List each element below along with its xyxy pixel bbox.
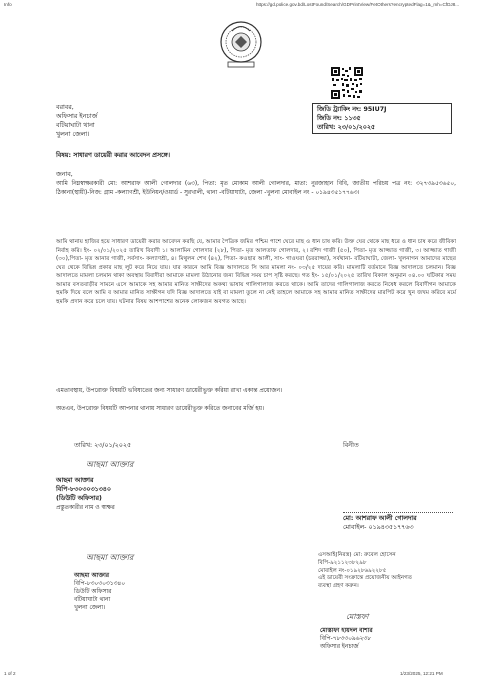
applicant-intro: আমি নিম্নস্বাক্ষরকারী মো: আশরাফ আলী গোলদার (৬৩), পিতা: মৃত মোকাম আলী গোলদার, মাতা: নুরজাহান বিবি, জাতীয় পরিচয় পত্র নং: ৩২৭৩৯৫৩৬৫০, ঠিকানা(স্থায়ী)-নিজ: গ্রাম -কল্যাণশ্রী, ইউনিয়ন/ওয়ার্ড - সুরখালী, থানা -বটিয়াঘাটা, জেলা -খুলনা মোবাইল নং - ০১৯৪৩৫১৭৭৬৩। [56,181,456,196]
gd-tracking-number: জিডি ট্র্যাকিং নং: 95IU7J [317,106,387,113]
recipient-block [56,103,216,139]
duty-officer-signature: আছমা আক্তার [86,553,134,562]
print-footer-page: 1 of 2 [4,671,16,676]
preparer-role: (ডিউটি অফিসার) [56,495,102,502]
si-line: এই ডায়েরী সংক্রান্তে প্রয়োজনীয় আইনগত [318,575,412,582]
salutation: জনাব, [56,171,73,178]
duty-officer-line: ডিউটি অফিসার [74,589,112,595]
applicant-mobile: মোবাইল- ০১৯৪৩৫১৭৭৬৩ [343,524,414,531]
print-header-date: Info [4,2,12,7]
oc-name: মোস্তাফা হায়দল বাশার [320,628,373,634]
duty-officer-line: খুলনা জেলা। [74,605,106,611]
applicant-name: মো: আশরাফ আলী গোলদার [343,515,417,522]
preparer-name: আছমা আক্তার [56,477,94,484]
preparer-block [56,476,196,503]
si-line: বিপি-৯২১১২৩৮২৯৮ [318,559,367,566]
duty-officer-name: আছমা আক্তার [74,573,110,579]
gd-number: জিডি নং: ১১৩৫ [317,115,361,122]
applicant-block [343,514,473,532]
complaint-body: আমি থানায় হাজির হয়ে সাধারণ ডায়েরী করার আবেদন করছি যে, আমার পৈত্রিক জমির পশ্চিম পাশে ঘেরে মাছ ও ধান চাষ করি। উক্ত ঘের থেকে মাছ ধরে ও ধান চাষ করে জীবিকা নির্বাহ করি। ইং- ০২/০১/২০২৫ তারিখ বিবাদী ১। আলামিন গোলদার (২৮), পিতা- মৃত আলতাফ গোলদার, ২। রশিদ গাজী (৫০), পিতা- মৃত আজ্জাত গাজী, ৩। আজ্জাত গাজী (৩০),পিতা- মৃত আনার গাজী, সর্বসাং- কল্যাণশ্রী, ৪। মিথুলন শেখ (৪২), পিতা- কওছার আলী, সাং- গাওঘরা (চররাজ্জা), সর্বথানা- বটিয়াঘাটা, জেলা- খুলনাগন আমাদের মাছের ঘের থেকে বিভিন্ন প্রকার মাছ লুট করে নিয়ে যায়। যার কারনে আমি বিজ্ঞ আদালতে সি আর মামলা নং- ০৩/২৫ দায়ের করি। মামলাটি বর্তমানে বিজ্ঞ আদালতে চলমান। বিজ্ঞ আদালতে মামলা চলমান থাকা অবস্থায় বিবাদীরা আমাকে মামলা উঠানোর জন্য বিভিন্ন সময় চাপ সৃষ্টি করছে। গত ইং- ১৫/০১/২০২৫ তারিখ বিকাল অনুমান ০৪.০০ ঘটিকার সময় আমার বসতবাড়ীর সামনে এসে আমাকে সহ আমার মানিত সাক্ষীদের অকথ্য ভাষায় গালিগালাজ করতে থাকে। আমি তাদের গালিগালাজ করতে নিষেধ করলে বিবাদীগন আমাকে হুমকি দিয়ে বলে আমি ব আমার মানিত সাক্ষীগন যদি বিজ্ঞ আদালতে যাই বা মামলা তুলে না নেই তাহলে আমাকে সহ আমার মানিত সাক্ষীদের মারপিট করে খুন জখম করিবে মর্মে হুমকি প্রদান করে চলে যায়। ঘটনার বিষয় আশপাশের অনেক লোকজন অবগত আছে। [56,239,456,305]
applicant-signature-line [343,512,453,513]
si-line: এসআই(নিরস্ত্র) মো: রুবেল হোসেন [318,552,396,558]
oc-signature: মোস্তফা [346,612,369,621]
si-endorsement [318,552,468,591]
subject-line: বিষয়: সাধারণ ডায়েরী করার আবেদন প্রসঙ্গে। [56,152,170,159]
gd-date: তারিখ: ২৩/০১/২০২৫ [317,124,375,131]
recipient-line: বটিয়াঘাটা থানা [56,122,95,129]
closing-paragraph-1: এমতাবস্থায়, উপরোক্ত বিষয়টি ভবিষ্যতের জন্য সাধারণ ডায়েরীভুক্ত করিয়া রাখা একান্ত প্রয়োজন। [56,388,283,394]
oc-role: অফিসার ইনচার্জ [320,644,359,650]
duty-officer-block [74,572,214,612]
gd-info-box [312,103,452,134]
police-emblem-icon [218,18,264,70]
recipient-line: অফিসার ইনচার্জ [56,113,98,120]
print-footer-datetime: 1/23/2025, 12:21 PM [400,671,443,676]
oc-bp: বিপি-৭৮৩৩০৯৬২৩৮ [320,636,372,642]
preparer-bp: বিপি-৮৩০৩০৩১৩৪০ [56,486,111,493]
si-line: ব্যবস্থা গ্রহণ করুন। [318,583,359,590]
application-date: তারিখ: ২৩/০১/২০২৫ [74,442,132,449]
preparer-caption: প্রস্তুতকারীর নাম ও স্বাক্ষর [56,505,115,511]
duty-officer-line: বিপি-৮৩০৩০৩১৩৪০ [74,581,126,587]
preparer-signature: আছমা আক্তার [86,460,134,469]
duty-officer-line: বটিয়াঘাটা থানা [74,597,111,603]
recipient-line: খুলনা জেলা। [56,131,90,138]
qr-code-icon [330,66,364,100]
print-header-url: https://gd.police.gov.bd/LostFound/Search/GDPrintView/FetOthers?encryptedFlag=1&_mh=CfDJ8... [256,2,460,7]
si-line: মোবাইল নং-০১৯২৮৬৯২২৮৫ [318,567,387,574]
vinito-label: বিনীত [343,442,359,449]
recipient-line: বরাবর, [56,104,74,111]
oc-block [320,627,470,651]
closing-paragraph-2: অতএব, উপরোক্ত বিষয়টি আপনার থানায় সাধারণ ডায়েরীভুক্ত করিতে জনাবের মর্জি হয়। [56,406,265,412]
